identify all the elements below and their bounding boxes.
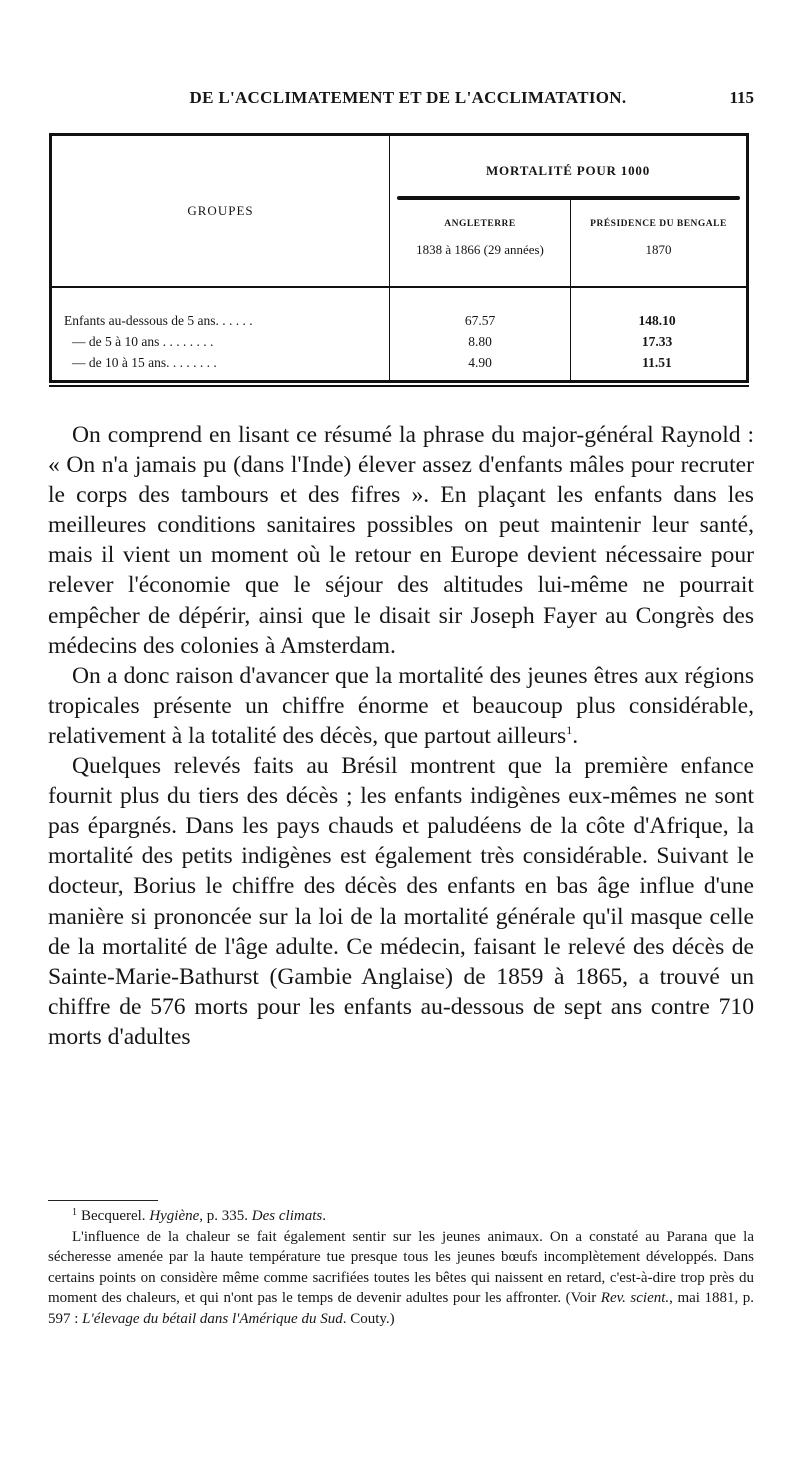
paragraph (48, 661, 754, 751)
cell-value: 148.10 (638, 313, 676, 328)
footnote-mark: 1 (72, 1207, 77, 1218)
table-bottom-rule (49, 385, 749, 387)
paragraph: On comprend en lisant ce résumé la phrase du major-général Raynold : « On n'a jamais pu (dans l'Inde) élever assez d'enfants mâles pour recruter le corps des tambours et des fifres ». En plaçant les enfants dans les meilleures conditions sanitaires possibles on peut maintenir leur santé, mais il vient un moment où le retour en Europe devient nécessaire pour relever l'économie que le séjour des altitudes lui-même ne pourrait empêcher de dépérir, ainsi que le disait sir Joseph Fayer au Congrès des médecins des colonies à Amsterdam. (48, 422, 754, 659)
footnote-title: L'élevage du bétail dans l'Amérique du Sud (82, 1310, 343, 1327)
footnote-reference: 1 (566, 722, 573, 737)
paragraph-end: . (572, 722, 579, 749)
footnote-text: . (322, 1208, 326, 1224)
column-period-angleterre: 1838 à 1866 (29 années) (416, 242, 544, 257)
footnote-title: Hygiène (149, 1208, 200, 1224)
mortality-header: MORTALITÉ POUR 1000 (485, 163, 650, 178)
column-header-angleterre: ANGLETERRE (444, 219, 516, 229)
cell-value: 11.51 (642, 355, 672, 370)
page-number: 115 (729, 88, 754, 107)
column-period-bengale: 1870 (645, 242, 672, 257)
footnote-text: . Couty.) (342, 1310, 395, 1327)
footnote (48, 1206, 754, 1227)
footnote-journal: Rev. scient. (600, 1290, 670, 1307)
footnotes (48, 1206, 754, 1330)
paragraph: Quelques relevés faits au Brésil montrent que la première enfance fournit plus du tiers des décès ; les enfants indigènes eux-mêmes ne sont pas épargnés. Dans les pays chauds et paludéens de la côte d'Afrique, la mortalité des petits indigènes est également très considérable. Suivant le docteur, Borius le chiffre des décès des enfants en bas âge influe d'une manière si prononcée sur la loi de la mortalité générale qu'il masque celle de la mortalité de l'âge adulte. Ce médecin, faisant le relevé des décès de Sainte-Marie-Bathurst (Gambie Anglaise) de 1859 à 1865, a trouvé un chiffre de 576 morts pour les enfants au-dessous de sept ans contre 710 morts d'adultes (48, 753, 754, 1050)
footnote-author: Becquerel. (81, 1208, 146, 1224)
row-label: Enfants au-dessous de 5 ans. . . . . . (64, 313, 253, 328)
cell-value: 4.90 (468, 355, 492, 370)
footnote-text: L'influence de la chaleur se fait également sentir sur les jeunes animaux. On a constaté au Parana que la sécheresse amenée par la haute température tue presque tous les jeunes bœufs incomplètement développés. Dans certains points on considère même comme sacrifiées toutes les bêtes qui naissent en retard, c'est-à-dire trop près du moment des chaleurs, et qui n'ont pas le temps de devenir adultes pour les affronter. (Voir (48, 1228, 754, 1307)
footnote-text: , p. 335. (199, 1208, 249, 1224)
table-row (52, 355, 746, 376)
groups-header: GROUPES (187, 203, 254, 218)
table-row (52, 313, 746, 334)
row-label: — de 10 à 15 ans. . . . . . . . (72, 355, 217, 370)
running-title: DE L'ACCLIMATEMENT ET DE L'ACCLIMATATION. (189, 88, 627, 107)
paragraph-text: On a donc raison d'avancer que la mortalité des jeunes êtres aux régions tropicales présente un chiffre énorme et beaucoup plus considérable, relativement à la totalité des décès, que partout ailleurs (48, 662, 754, 749)
footnote-title: Des climats (251, 1208, 323, 1224)
footnote-text: , mai 1881, p. 597 : (48, 1290, 754, 1327)
column-header-bengale: PRÉSIDENCE DU BENGALE (590, 219, 727, 229)
footnote (48, 1227, 754, 1330)
table-row (52, 334, 746, 355)
running-header (48, 88, 754, 118)
header-rule (397, 196, 740, 200)
cell-value: 67.57 (464, 313, 496, 328)
header-row-separator (52, 286, 746, 288)
mortality-table (49, 133, 749, 383)
row-label: — de 5 à 10 ans . . . . . . . . (72, 334, 214, 349)
body-text (48, 420, 754, 1052)
cell-value: 8.80 (468, 334, 492, 349)
cell-value: 17.33 (641, 334, 673, 349)
footnote-rule (48, 1200, 158, 1201)
